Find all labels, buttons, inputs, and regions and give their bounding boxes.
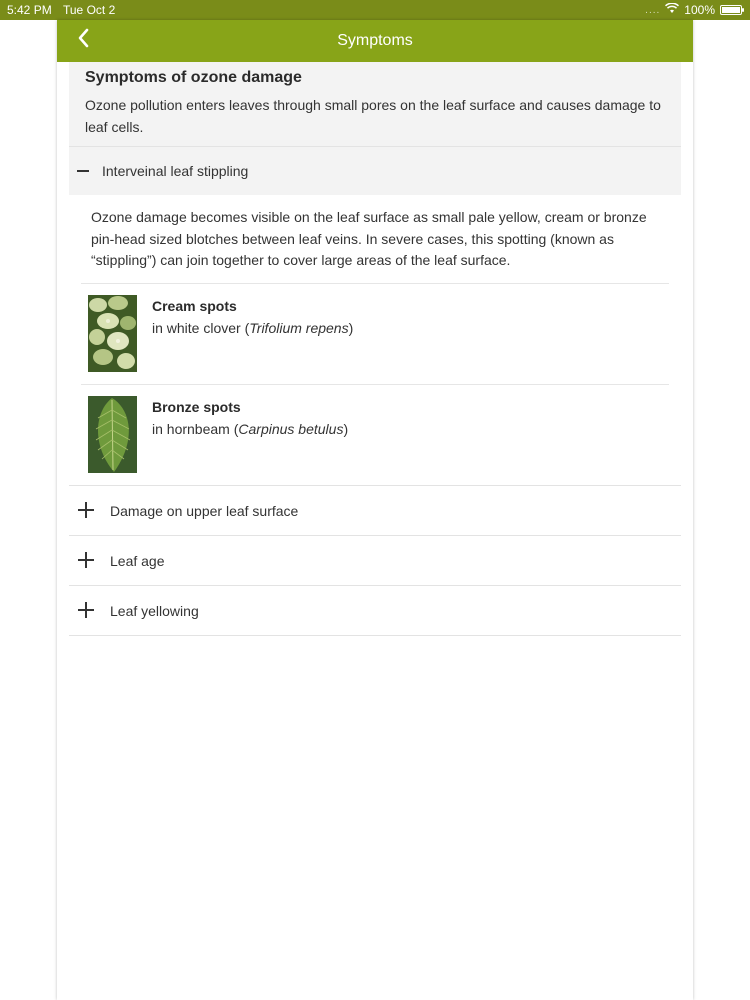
- accordion-interveinal-stippling[interactable]: [69, 146, 681, 195]
- symptoms-panel: [57, 20, 693, 1000]
- white-clover-photo: [88, 295, 137, 372]
- accordion-label: Interveinal leaf stippling: [102, 163, 249, 179]
- accordion-content: [69, 195, 681, 485]
- nav-bar: [57, 20, 693, 62]
- example-name: Cream spots: [152, 297, 237, 314]
- plus-icon: [78, 602, 94, 618]
- section-heading: Symptoms of ozone damage: [85, 69, 302, 86]
- stippling-description: Ozone damage becomes visible on the leaf surface as small pale yellow, cream or bronze pin-head sized blotches between leaf veins. In severe cases, this spotting (known as “stippling”) can join together to cover large areas of the leaf surface.: [91, 209, 647, 268]
- intro-text: Ozone pollution enters leaves through small pores on the leaf surface and causes damage to leaf cells.: [85, 97, 661, 135]
- status-date: Tue Oct 2: [63, 3, 116, 17]
- example-row[interactable]: [81, 384, 669, 485]
- accordion-upper-leaf-surface[interactable]: [69, 485, 681, 535]
- accordion-label: Leaf yellowing: [110, 602, 199, 619]
- example-species: in white clover (Trifolium repens): [152, 319, 354, 336]
- battery-percent: 100%: [684, 3, 715, 17]
- accordion-leaf-yellowing[interactable]: [69, 585, 681, 636]
- status-bar: [0, 0, 750, 20]
- example-species: in hornbeam (Carpinus betulus): [152, 420, 349, 437]
- example-name: Bronze spots: [152, 398, 241, 415]
- signal-dots: ....: [645, 4, 661, 16]
- battery-icon: [720, 5, 742, 15]
- plus-icon: [78, 502, 94, 518]
- minus-icon: [77, 170, 89, 172]
- wifi-icon: [665, 3, 679, 17]
- status-time: 5:42 PM: [7, 3, 52, 17]
- status-right: [645, 3, 742, 17]
- accordion-label: Leaf age: [110, 552, 165, 569]
- hornbeam-leaf-photo: [88, 396, 137, 473]
- page-title: Symptoms: [337, 32, 413, 49]
- accordion-leaf-age[interactable]: [69, 535, 681, 585]
- plus-icon: [78, 552, 94, 568]
- example-row[interactable]: [81, 283, 669, 384]
- symptoms-header: [69, 62, 681, 146]
- accordion-label: Damage on upper leaf surface: [110, 502, 299, 519]
